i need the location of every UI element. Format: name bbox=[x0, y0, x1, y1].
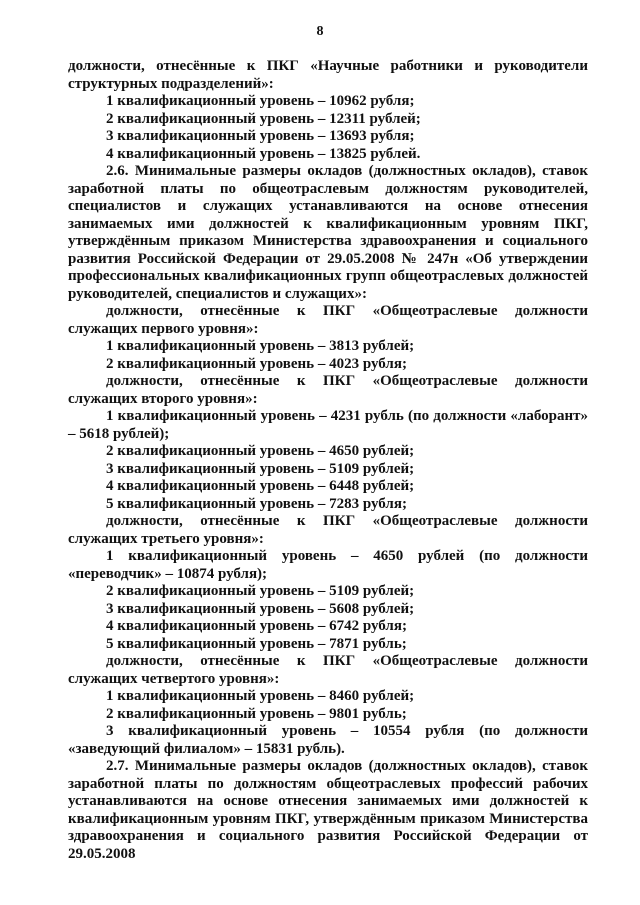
salary-level-line: 5 квалификационный уровень – 7283 рубля; bbox=[106, 495, 407, 512]
salary-level-line: 4 квалификационный уровень – 6742 рубля; bbox=[106, 618, 407, 634]
paragraph: должности, отнесённые к ПКГ «Общеотраслевые должности служащих четвертого уровня»: bbox=[68, 653, 588, 687]
salary-level-line: 2 квалификационный уровень – 5109 рублей; bbox=[106, 583, 415, 599]
salary-level-line: 1 квалификационный уровень – 10962 рубля; bbox=[106, 93, 415, 109]
paragraph: должности, отнесённые к ПКГ «Научные работники и руководители структурных подразделений»: bbox=[68, 58, 588, 92]
paragraph: должности, отнесённые к ПКГ «Общеотраслевые должности служащих третьего уровня»: bbox=[68, 513, 588, 547]
paragraph: 3 квалификационный уровень – 10554 рубля (по должности «заведующий филиалом» – 15831 рубль). bbox=[68, 723, 588, 757]
salary-level-line: 2 квалификационный уровень – 9801 рубль; bbox=[106, 705, 407, 722]
salary-level-line: 3 квалификационный уровень – 13693 рубля; bbox=[106, 128, 415, 144]
salary-level-line: 1 квалификационный уровень – 3813 рублей; bbox=[106, 338, 415, 354]
paragraph: 1 квалификационный уровень – 4650 рублей (по должности «переводчик» – 10874 рубля); bbox=[68, 548, 588, 582]
salary-level-line: 3 квалификационный уровень – 5109 рублей; bbox=[106, 460, 415, 477]
paragraph: 2.7. Минимальные размеры окладов (должностных окладов), ставок заработной платы по должностям общеотраслевых профессий рабочих устанавливаются на основе отнесения занимаемых ими должностей к квалификационным уровням ПКГ, утверждённым приказом Министерства здравоохранения и социального развития Российской Федерации от 29.05.2008 bbox=[68, 758, 588, 862]
salary-level-line: 4 квалификационный уровень – 6448 рублей; bbox=[106, 478, 415, 494]
page-number: 8 bbox=[316, 24, 324, 39]
salary-level-line: 2 квалификационный уровень – 4023 рубля; bbox=[106, 355, 407, 372]
paragraph: 1 квалификационный уровень – 4231 рубль (по должности «лаборант» – 5618 рублей); bbox=[68, 408, 588, 442]
salary-level-line: 1 квалификационный уровень – 8460 рублей; bbox=[106, 688, 415, 704]
paragraph: 2.6. Минимальные размеры окладов (должностных окладов), ставок заработной платы по общеотраслевым должностям руководителей, специалистов и служащих устанавливаются на основе отнесения занимаемых ими должностей к квалификационным уровням ПКГ, утверждённым приказом Министерства здравоохранения и социального развития Российской Федерации от 29.05.2008 № 247н «Об утверждении профессиональных квалификационных групп общеотраслевых должностей руководителей, специалистов и служащих»: bbox=[68, 163, 588, 302]
salary-level-line: 5 квалификационный уровень – 7871 рубль; bbox=[106, 635, 407, 652]
document-body bbox=[68, 58, 588, 863]
salary-level-line: 3 квалификационный уровень – 5608 рублей; bbox=[106, 600, 415, 617]
paragraph: должности, отнесённые к ПКГ «Общеотраслевые должности служащих второго уровня»: bbox=[68, 373, 588, 407]
salary-level-line: 4 квалификационный уровень – 13825 рублей. bbox=[106, 145, 421, 162]
salary-level-line: 2 квалификационный уровень – 12311 рублей; bbox=[106, 110, 421, 127]
paragraph: должности, отнесённые к ПКГ «Общеотраслевые должности служащих первого уровня»: bbox=[68, 303, 588, 337]
salary-level-line: 2 квалификационный уровень – 4650 рублей; bbox=[106, 443, 415, 459]
